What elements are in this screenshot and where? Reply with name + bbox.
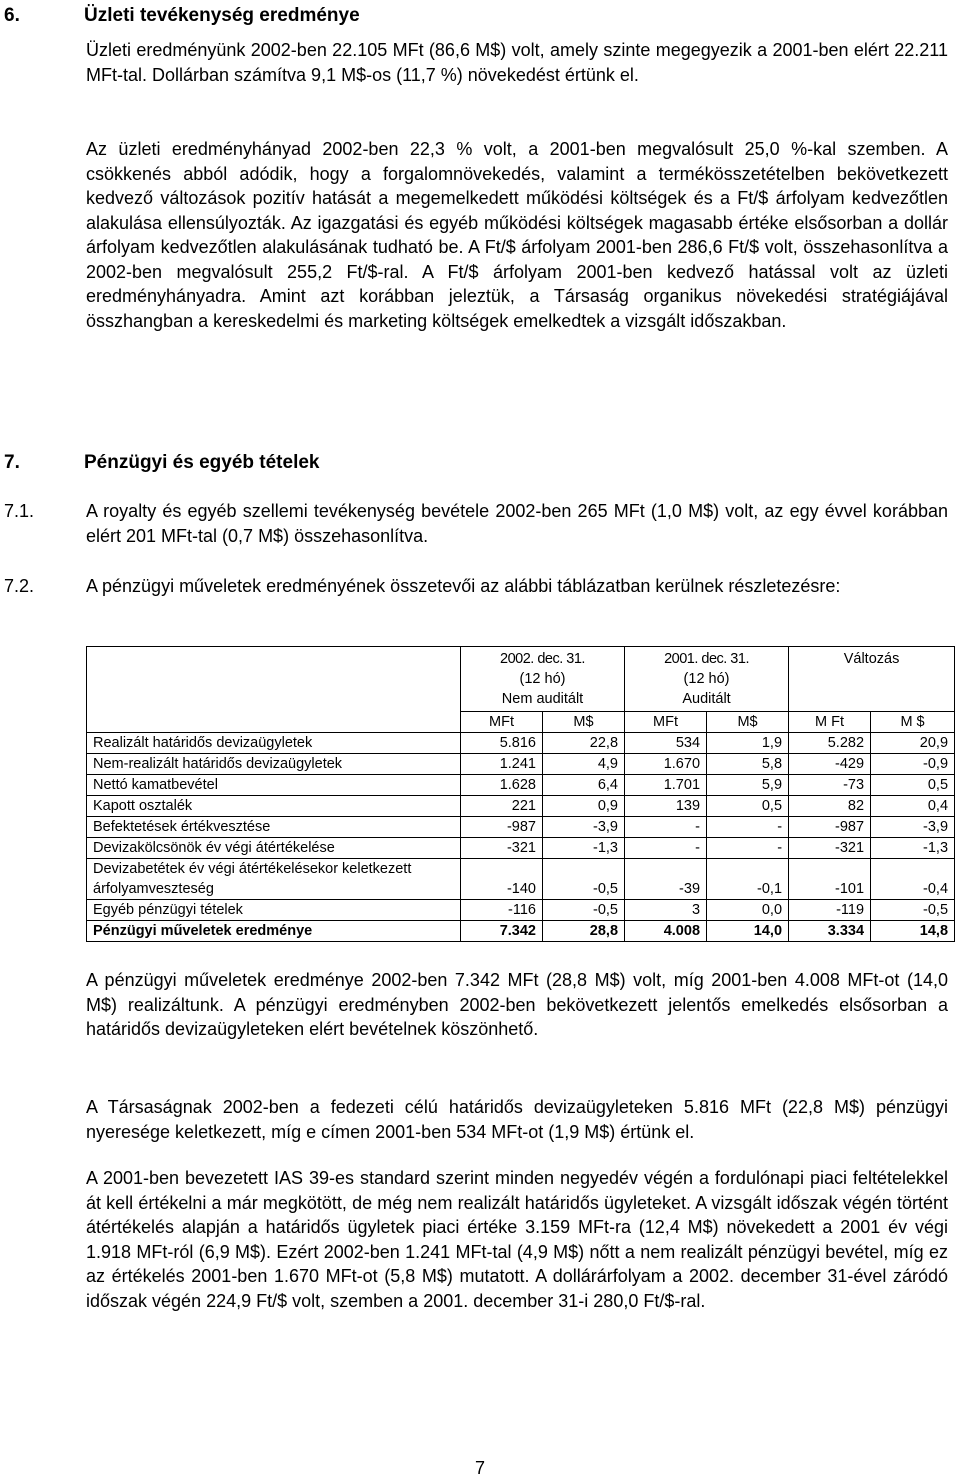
subsection-7-1-number: 7.1.	[4, 501, 35, 521]
value-cell: -321	[789, 838, 871, 859]
row-label: Realizált határidős devizaügyletek	[87, 733, 461, 754]
value-cell: -116	[461, 900, 543, 921]
unit-cell: MFt	[461, 712, 543, 733]
value-cell: 0,9	[543, 796, 625, 817]
header-2001-period: (12 hó)	[683, 671, 730, 687]
row-label: Devizakölcsönök év végi átértékelése	[87, 838, 461, 859]
header-change-label: Változás	[843, 651, 900, 667]
table-row	[87, 754, 955, 775]
value-cell: 7.342	[461, 921, 543, 942]
table-row	[87, 733, 955, 754]
value-cell: 14,8	[871, 921, 955, 942]
table-header-row	[87, 647, 955, 712]
row-label: Egyéb pénzügyi tételek	[87, 900, 461, 921]
value-cell: -119	[789, 900, 871, 921]
header-2001	[625, 647, 789, 712]
value-cell: -1,3	[871, 838, 955, 859]
value-cell: -3,9	[871, 817, 955, 838]
value-cell: 4.008	[625, 921, 707, 942]
value-cell: 1.628	[461, 775, 543, 796]
unit-cell: M$	[543, 712, 625, 733]
table-row	[87, 900, 955, 921]
value-cell: 28,8	[543, 921, 625, 942]
value-cell: 22,8	[543, 733, 625, 754]
unit-cell: M$	[707, 712, 789, 733]
row-label: Nem-realizált határidős devizaügyletek	[87, 754, 461, 775]
subsection-7-1	[4, 499, 948, 548]
row-label: Nettó kamatbevétel	[87, 775, 461, 796]
value-cell: 1.670	[625, 754, 707, 775]
value-cell: 139	[625, 796, 707, 817]
table-row	[87, 859, 955, 900]
value-cell: 221	[461, 796, 543, 817]
row-label: Devizabetétek év végi átértékelésekor keletkezett árfolyamveszteség	[87, 859, 461, 900]
section-6-paragraph-2: Az üzleti eredményhányad 2002-ben 22,3 % volt, a 2001-ben megvalósult 25,0 %-kal szemben. A csökkenés abból adódik, hogy a forgalomnövekedés, valamint a termékösszetételben bekövetkezett kedvező változások pozitív hatását a megemelkedett működési költségek és a Ft/$ árfolyam kedvezőtlen alakulása ellensúlyozták. Az igazgatási és egyéb működési költségek magasabb értéke elsősorban a dollár árfolyam kedvezőtlen alakulásának tudható be. A Ft/$ árfolyam 2001-ben 286,6 Ft/$ volt, összehasonlítva a 2002-ben megvalósult 255,2 Ft/$-ral. A Ft/$ árfolyam 2001-ben kedvező hatással volt az üzleti eredményhányadra. Amint azt korábban jeleztük, a Társaság organikus növekedési stratégiájával összhangban a kereskedelmi és marketing költségek emelkedtek a vizsgált időszakban.	[86, 139, 948, 331]
section-7-number: 7.	[4, 452, 20, 473]
value-cell: -	[625, 838, 707, 859]
value-cell: 82	[789, 796, 871, 817]
unit-cell: M Ft	[789, 712, 871, 733]
value-cell: 6,4	[543, 775, 625, 796]
header-2001-status: Auditált	[682, 691, 731, 707]
value-cell: 5,8	[707, 754, 789, 775]
section-7-title: Pénzügyi és egyéb tételek	[84, 452, 320, 473]
subsection-7-2-number: 7.2.	[4, 576, 35, 596]
value-cell: 1.701	[625, 775, 707, 796]
after-table-paragraph-3: A 2001-ben bevezetett IAS 39-es standard szerint minden negyedév végén a fordulónapi piaci feltételekkel át kell értékelni a már megkötött, de még nem realizált határidős ügyleteket. A vizsgált időszak végén történt átértékelés alapján a határidős ügyletek piaci értéke 3.159 MFt-ra (12,4 M$) növekedett a 2001 év végi 1.918 MFt-ról (6,9 M$). Ezért 2002-ben 1.241 MFt-tal (4,9 M$) nőtt a nem realizált pénzügyi bevétel, míg ez az értékelés 2001-ben 1.670 MFt-ot (5,8 M$) mutatott. A dollárárfolyam a 2002. december 31-ével záródó időszak végén 224,9 Ft/$ volt, szemben a 2001. december 31-i 280,0 Ft/$-ral.	[86, 1168, 948, 1311]
table-row	[87, 817, 955, 838]
section-6-title: Üzleti tevékenység eredménye	[84, 5, 360, 26]
value-cell: 0,4	[871, 796, 955, 817]
section-6-heading	[4, 4, 360, 28]
value-cell: -101	[789, 859, 871, 900]
table-row	[87, 775, 955, 796]
value-cell: -321	[461, 838, 543, 859]
value-cell: -	[707, 817, 789, 838]
value-cell: 5.282	[789, 733, 871, 754]
value-cell: -	[625, 817, 707, 838]
header-2002-date: 2002. dec. 31.	[500, 651, 585, 667]
value-cell: -987	[789, 817, 871, 838]
row-label: Pénzügyi műveletek eredménye	[87, 921, 461, 942]
table-row	[87, 796, 955, 817]
value-cell: -0,9	[871, 754, 955, 775]
value-cell: 1.241	[461, 754, 543, 775]
units-row	[87, 712, 955, 733]
value-cell: -140	[461, 859, 543, 900]
value-cell: -39	[625, 859, 707, 900]
header-change	[789, 647, 955, 712]
value-cell: -0,1	[707, 859, 789, 900]
table-row	[87, 838, 955, 859]
value-cell: 1,9	[707, 733, 789, 754]
value-cell: -73	[789, 775, 871, 796]
value-cell: -0,4	[871, 859, 955, 900]
value-cell: -429	[789, 754, 871, 775]
row-label: Kapott osztalék	[87, 796, 461, 817]
value-cell: 3.334	[789, 921, 871, 942]
page-number: 7	[474, 1458, 485, 1478]
header-empty-cell	[87, 647, 461, 712]
header-2002	[461, 647, 625, 712]
value-cell: 4,9	[543, 754, 625, 775]
value-cell: 534	[625, 733, 707, 754]
section-6-number: 6.	[4, 5, 20, 26]
header-2001-date: 2001. dec. 31.	[664, 651, 749, 667]
after-table-paragraph-2: A Társaságnak 2002-ben a fedezeti célú határidős devizaügyleteken 5.816 MFt (22,8 M$) pénzügyi nyeresége keletkezett, míg e címen 2001-ben 534 MFt-ot (1,9 M$) értünk el.	[86, 1097, 948, 1142]
after-table-paragraph-1: A pénzügyi műveletek eredménye 2002-ben 7.342 MFt (28,8 M$) volt, míg 2001-ben 4.008 MFt-ot (14,0 M$) realizáltunk. A pénzügyi eredményben 2002-ben bekövetkezett jelentős emelkedés elsősorban a határidős devizaügyleteken elért bevételnek köszönhető.	[86, 970, 948, 1039]
financial-results-table	[86, 646, 955, 942]
value-cell: -0,5	[543, 900, 625, 921]
subsection-7-2-text: A pénzügyi műveletek eredményének összetevői az alábbi táblázatban kerülnek részletezésre:	[86, 576, 841, 596]
value-cell: -3,9	[543, 817, 625, 838]
value-cell: 3	[625, 900, 707, 921]
section-7-heading	[4, 451, 320, 475]
units-empty-cell	[87, 712, 461, 733]
subsection-7-1-text: A royalty és egyéb szellemi tevékenység bevétele 2002-ben 265 MFt (1,0 M$) volt, az egy évvel korábban elért 201 MFt-tal (0,7 M$) összehasonlítva.	[86, 501, 948, 546]
total-row	[87, 921, 955, 942]
value-cell: 5,9	[707, 775, 789, 796]
value-cell: -	[707, 838, 789, 859]
row-label: Befektetések értékvesztése	[87, 817, 461, 838]
header-2002-period: (12 hó)	[519, 671, 566, 687]
value-cell: 0,5	[707, 796, 789, 817]
value-cell: -987	[461, 817, 543, 838]
unit-cell: MFt	[625, 712, 707, 733]
value-cell: 0,5	[871, 775, 955, 796]
subsection-7-2	[4, 574, 948, 599]
value-cell: 14,0	[707, 921, 789, 942]
section-6-paragraph-1: Üzleti eredményünk 2002-ben 22.105 MFt (86,6 M$) volt, amely szinte megegyezik a 2001-ben elért 22.211 MFt-tal. Dollárban számítva 9,1 M$-os (11,7 %) növekedést értünk el.	[86, 40, 948, 85]
value-cell: 0,0	[707, 900, 789, 921]
value-cell: -1,3	[543, 838, 625, 859]
unit-cell: M $	[871, 712, 955, 733]
value-cell: -0,5	[871, 900, 955, 921]
value-cell: 20,9	[871, 733, 955, 754]
value-cell: 5.816	[461, 733, 543, 754]
header-2002-status: Nem auditált	[501, 691, 584, 707]
value-cell: -0,5	[543, 859, 625, 900]
